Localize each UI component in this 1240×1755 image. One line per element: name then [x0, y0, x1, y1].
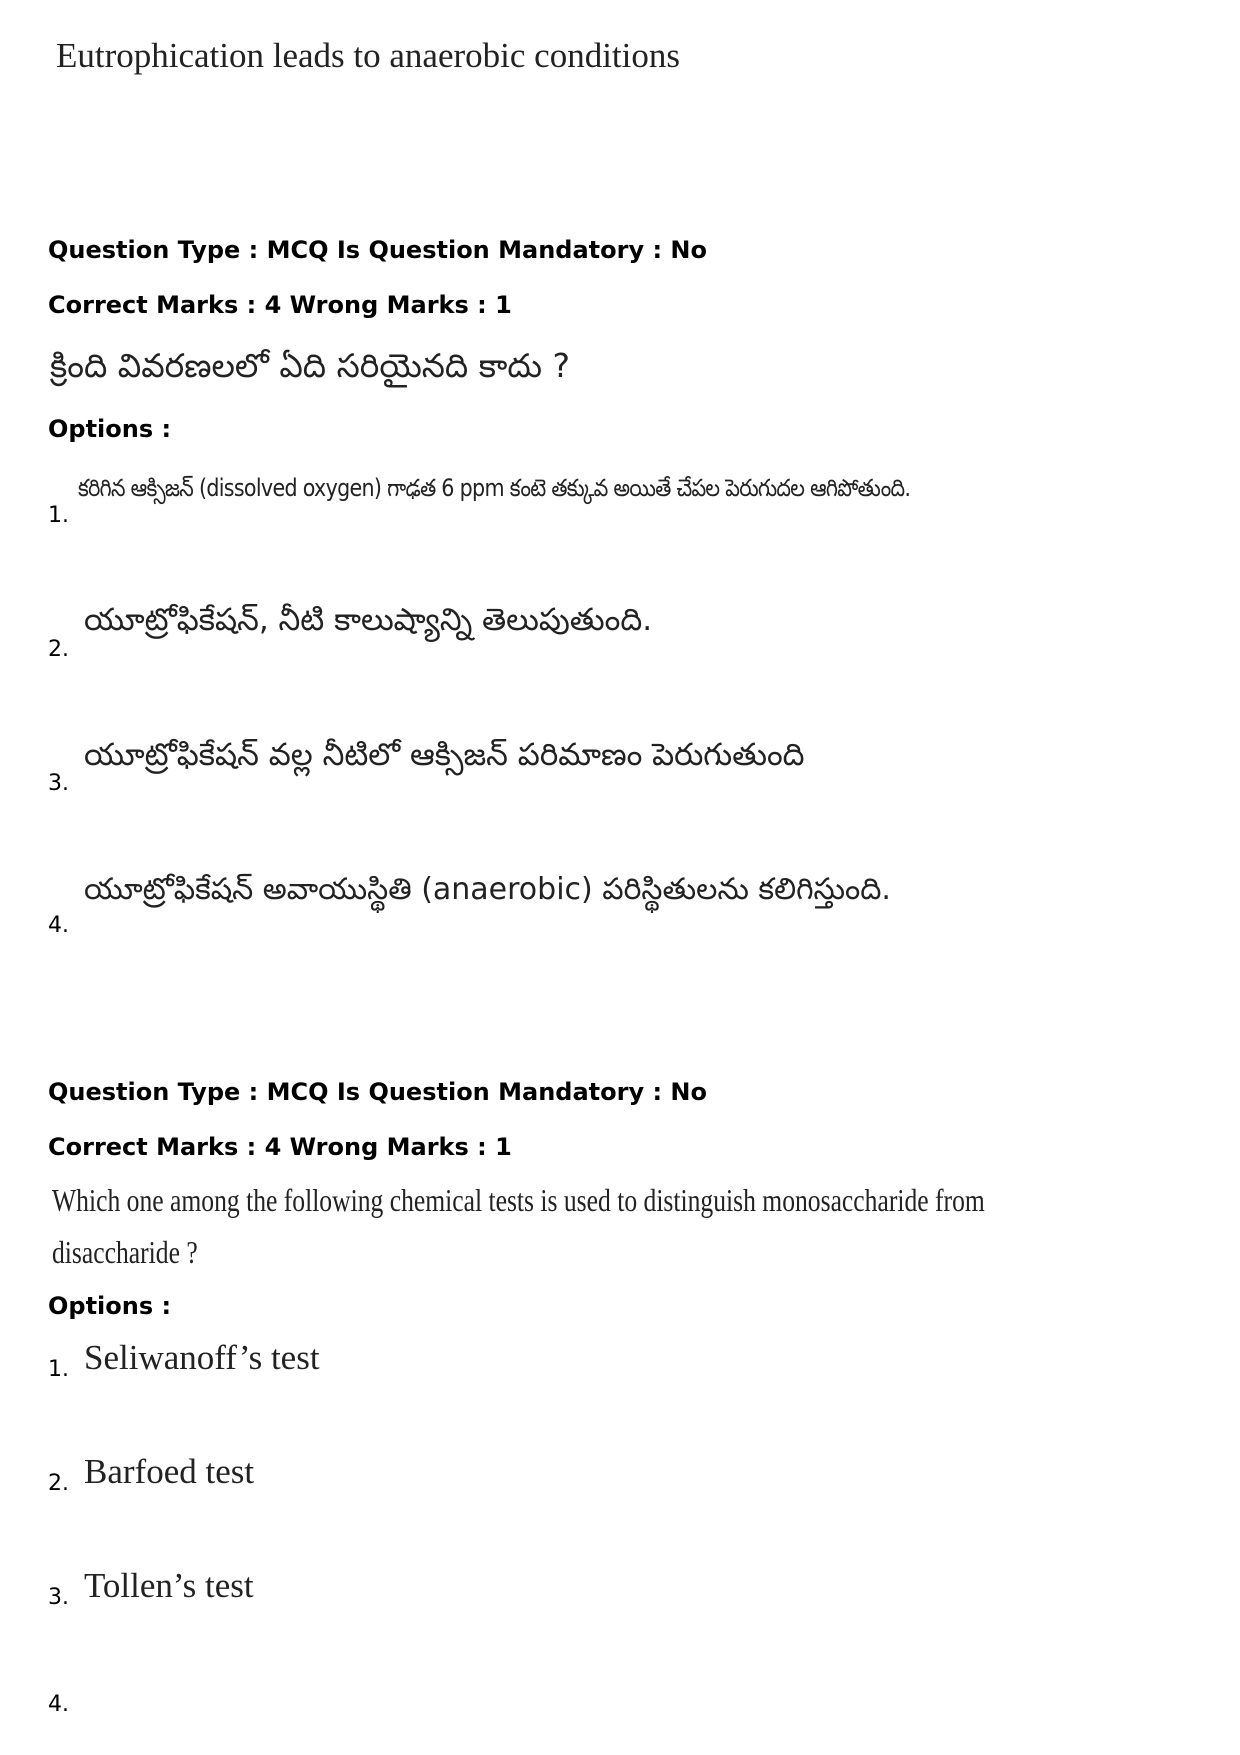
option-number: 3. [48, 771, 69, 796]
options-label: Options : [48, 1292, 172, 1320]
question-text-line-2: disaccharide ? [52, 1234, 198, 1270]
option-number: 2. [48, 637, 69, 662]
option-number: 1. [48, 1357, 69, 1382]
option-number: 4. [48, 913, 69, 938]
option-text: యూట్రోఫికేషన్, నీటి కాలుష్యాన్ని తెలుపుతుంది. [84, 602, 653, 638]
option-text: కరిగిన ఆక్సిజన్ (dissolved oxygen) గాఢత 6 ppm కంటె తక్కువ అయితే చేపల పెరుగుదల ఆగిపోతుంది. [78, 474, 911, 502]
option-number: 2. [48, 1471, 69, 1496]
option-number: 4. [48, 1692, 69, 1717]
question-type-line: Question Type : MCQ Is Question Mandatory : No [48, 1078, 707, 1106]
question-text-line-1: Which one among the following chemical tests is used to distinguish monosaccharide from [52, 1182, 985, 1218]
options-label: Options : [48, 415, 172, 443]
option-text: Tollen’s test [84, 1566, 254, 1605]
question-type-line: Question Type : MCQ Is Question Mandatory : No [48, 236, 707, 264]
option-text: Barfoed test [84, 1452, 255, 1491]
marks-line: Correct Marks : 4 Wrong Marks : 1 [48, 1133, 512, 1161]
option-text: యూట్రోఫికేషన్ వల్ల నీటిలో ఆక్సిజన్ పరిమాణం పెరుగుతుంది [84, 737, 805, 773]
option-text: Seliwanoff’s test [84, 1338, 320, 1377]
question-text: క్రింది వివరణలలో ఏది సరియైనది కాదు ? [50, 346, 571, 385]
option-text: యూట్రోఫికేషన్ అవాయుస్థితి (anaerobic) పరిస్థితులను కలిగిస్తుంది. [84, 872, 891, 907]
option-number: 3. [48, 1585, 69, 1610]
marks-line: Correct Marks : 4 Wrong Marks : 1 [48, 291, 512, 319]
previous-option-text: Eutrophication leads to anaerobic conditions [56, 36, 680, 75]
option-number: 1. [48, 503, 69, 528]
